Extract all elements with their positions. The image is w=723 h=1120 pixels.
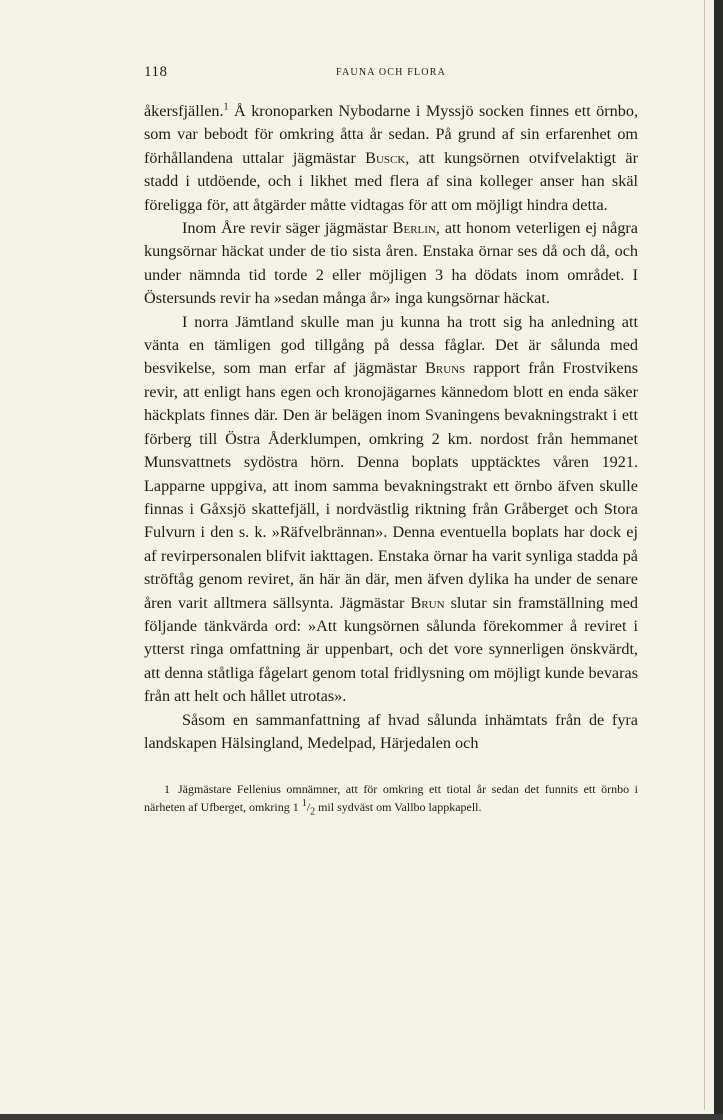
person-name: Berlin [392,219,436,238]
person-name: Fellenius [236,782,281,797]
paragraph-4: Såsom en sammanfattning af hvad sålunda inhämtats från de fyra landskapen Hälsingland, Medelpad, Härjedalen och [144,710,638,752]
page-edge [704,0,705,1110]
person-name: Brun [410,593,445,612]
paragraph-3: I norra Jämtland skulle man ju kunna ha trott sig ha anledning att vänta en tämligen god tillgång på dessa fåglar. Det är sålunda med besvikelse, som man erfar af jägmästar Bruns rapport från Frostvikens revir, att enligt hans egen och kronojägarnes kännedom blott en enda säker häckplats finnes där. Den är belägen inom Svaningens bevakningstrakt i ett förberg till Östra Åderklumpen, omkring 2 km. nordost från hemmanet Munsvattnets sydöstra hörn. Denna boplats upptäcktes våren 1921. Lapparne uppgiva, att inom samma bevakningstrakt ett örnbo äfven skulle finnas i Gåxsjö skattefjäll, i nordvästlig riktning från Gråberget och Stora Fulvurn i den s. k. »Räfvelbrännan». Denna eventuella boplats har dock ej af revirpersonalen blifvit iakttagen. Enstaka örnar ha varit synliga stadda på ströftåg genom reviret, än här än där, men äfven dylika ha under de senare åren varit alltmera sällsynta. Jägmästar Brun slutar sin framställning med följande tänkvärda ord: »Att kungsörnen sålunda förekommer å reviret i ytterst ringa omfattning är uppenbart, och det vore synnerligen önskvärdt, att denna ståtliga fågelart genom total fridlysning om möjligt kunde bevaras från att helt och hållet utrotas». [144,312,638,706]
footnote: 1 Jägmästare Fellenius omnämner, att för omkring ett tiotal år sedan det funnits ett örnbo i närheten af Ufberget, omkring 1 $^1/_2$ mil sydväst om Vallbo lappkapell. [144,782,639,818]
footnote-marker: 1 [164,782,170,797]
body-text [144,100,638,755]
book-page [144,64,638,816]
person-name: Busck [365,148,406,167]
running-head [144,64,638,86]
person-name: Bruns [425,359,466,378]
page-number: 118 [144,64,168,80]
footnote-ref: 1 [223,101,229,113]
scan-border [714,0,723,1120]
paragraph-2: Inom Åre revir säger jägmästar Berlin, att honom veterligen ej några kungsörnar häckat under de tio sista åren. Enstaka örnar ses då och då, och under nämnda tid torde 2 eller möjligen 3 ha dödats inom området. I Östersunds revir ha »sedan många år» inga kungsörnar häckat. [144,219,638,308]
paragraph-1: åkersfjällen.$^1$ Å kronoparken Nybodarne i Myssjö socken finnes ett örnbo, som var bebodt för omkring åtta år sedan. På grund af sin erfarenhet om förhållandena uttalar jägmästar Busck, att kungsörnen otvifvelaktigt är stadd i utdöende, och i likhet med flera af sina kolleger anser han skäl föreligga för, att åtgärder måtte vidtagas för att om möjligt hindra detta. [144,101,638,214]
running-title: FAUNA OCH FLORA [335,67,447,78]
scan-border-bottom [0,1114,723,1120]
footnotes [144,781,638,816]
